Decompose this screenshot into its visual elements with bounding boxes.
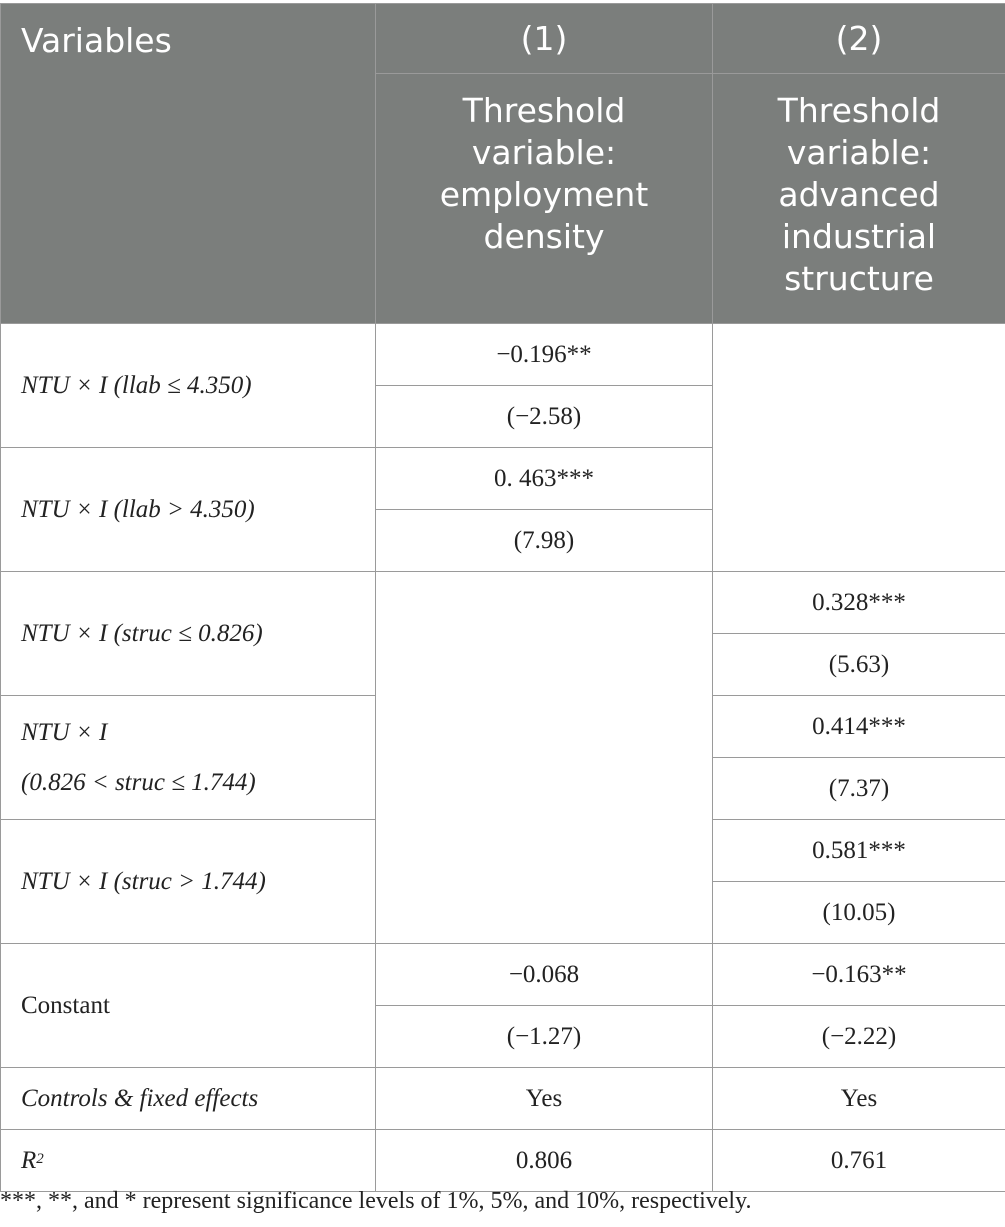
coef-constant-1: −0.068	[376, 944, 713, 1006]
row-label-constant: Constant	[1, 944, 376, 1068]
table-body	[1, 324, 1005, 1192]
header-col1-line: density	[483, 217, 605, 256]
table-row	[1, 1068, 1005, 1130]
row-label-llab-low: NTU × I (llab ≤ 4.350)	[1, 324, 376, 448]
r2-col2: 0.761	[713, 1130, 1005, 1192]
controls-col2: Yes	[713, 1068, 1005, 1130]
coef-struc-low: 0.328***	[713, 572, 1005, 634]
header-col2-description	[713, 74, 1005, 324]
coef-constant-2: −0.163**	[713, 944, 1005, 1006]
header-col2-line: industrial	[781, 217, 937, 256]
row-label-struc-high: NTU × I (struc > 1.744)	[1, 820, 376, 944]
row-label-line: NTU × I	[21, 718, 108, 746]
controls-col1: Yes	[376, 1068, 713, 1130]
header-col1-line: employment	[439, 175, 649, 214]
tstat-struc-high: (10.05)	[713, 882, 1005, 944]
tstat-llab-high: (7.98)	[376, 510, 713, 572]
header-col2-line: variable:	[786, 133, 932, 172]
row-label-controls: Controls & fixed effects	[1, 1068, 376, 1130]
coef-llab-high: 0. 463***	[376, 448, 713, 510]
coef-struc-mid: 0.414***	[713, 696, 1005, 758]
header-col2-line: Threshold	[777, 91, 941, 130]
tstat-llab-low: (−2.58)	[376, 386, 713, 448]
header-col2-number: (2)	[713, 4, 1005, 74]
row-label-llab-high: NTU × I (llab > 4.350)	[1, 448, 376, 572]
table-row	[1, 1130, 1005, 1192]
r2-col1: 0.806	[376, 1130, 713, 1192]
header-col1-description	[376, 74, 713, 324]
tstat-struc-low: (5.63)	[713, 634, 1005, 696]
tstat-constant-1: (−1.27)	[376, 1006, 713, 1068]
row-label-r2	[1, 1130, 376, 1192]
header-col1-number: (1)	[376, 4, 713, 74]
table-row	[1, 324, 1005, 386]
tstat-constant-2: (−2.22)	[713, 1006, 1005, 1068]
r2-label: R	[21, 1146, 37, 1174]
row-label-line: (0.826 < struc ≤ 1.744)	[21, 768, 256, 796]
regression-table	[0, 3, 1005, 1192]
table-row	[1, 944, 1005, 1006]
table-header	[1, 4, 1005, 324]
coef-struc-high: 0.581***	[713, 820, 1005, 882]
header-col2-line: advanced	[778, 175, 940, 214]
tstat-struc-mid: (7.37)	[713, 758, 1005, 820]
empty-cell	[713, 324, 1005, 572]
header-col1-line: Threshold	[462, 91, 626, 130]
empty-cell	[376, 572, 713, 944]
coef-llab-low: −0.196**	[376, 324, 713, 386]
header-col2-line: structure	[784, 259, 934, 298]
row-label-struc-mid	[1, 696, 376, 820]
header-col1-line: variable:	[471, 133, 617, 172]
row-label-struc-low: NTU × I (struc ≤ 0.826)	[1, 572, 376, 696]
table-row	[1, 572, 1005, 634]
header-variables: Variables	[1, 4, 376, 324]
table-footnote: ***, **, and * represent significance levels of 1%, 5%, and 10%, respectively.	[0, 1188, 752, 1214]
r2-superscript: 2	[36, 1150, 44, 1167]
